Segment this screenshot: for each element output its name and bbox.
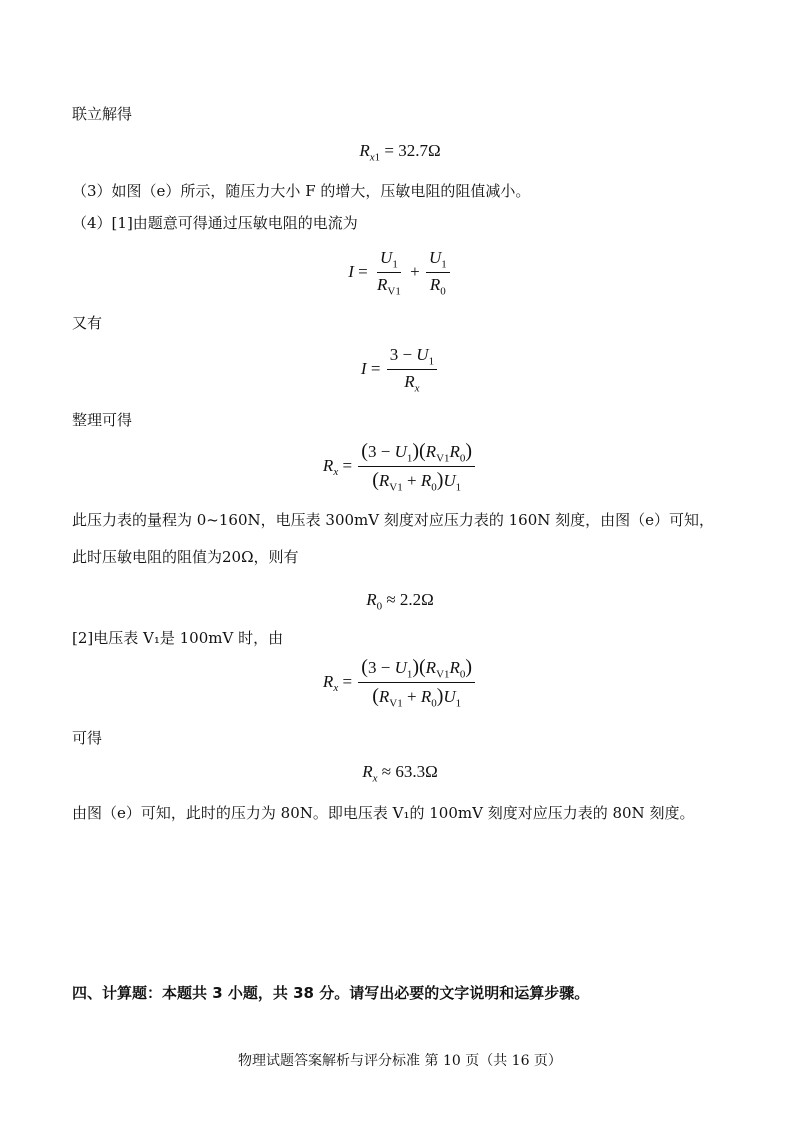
equation-rx: $R_x \approx 63.3\Omega$ [362,762,438,785]
text-line-8: 此时压敏电阻的阻值为20Ω，则有 [72,548,299,566]
equation-current-1: I = $\frac{U_1}{R_{V1}}$ + $\frac{U_1}{R_0}$ [0,248,800,298]
equation-rx1-value: = 32.7Ω [384,141,441,160]
section-heading: 四、计算题：本题共 3 小题，共 38 分。请写出必要的文字说明和运算步骤。 [72,984,590,1002]
equation-r0: $R_0 \approx 2.2\Omega$ [366,590,434,613]
equation-current-2: I = $\frac{3 - U_1}{R_x}$ [0,345,800,395]
text-line-4: （4）[1]由题意可得通过压敏电阻的电流为 [72,214,358,232]
text-line-7: 此压力表的量程为 0~160N，电压表 300mV 刻度对应压力表的 160N 刻度，由图（e）可知， [72,511,715,529]
page-footer: 物理试题答案解析与评分标准 第 10 页（共 16 页） [238,1053,562,1069]
text-line-9: [2]电压表 V₁是 100mV 时，由 [72,629,284,647]
text-line-5: 又有 [72,314,103,332]
text-line-1: 联立解得 [72,105,133,123]
equation-rx-formula-2: $R_x$ = $\frac{(3 - U_1)(R_{V1}R_0)}{(R_{V1} + R_0)U_1}$ [0,656,800,710]
text-line-10: 可得 [72,729,103,747]
equation-rx-formula-1: $R_x$ = $\frac{(3 - U_1)(R_{V1}R_0)}{(R_{V1} + R_0)U_1}$ [0,440,800,494]
equation-rx1: $R_{x1} = 32.7\Omega$ [359,141,441,164]
equation-rx-value: ≈ 63.3Ω [381,762,438,781]
equation-r0-value: ≈ 2.2Ω [386,590,434,609]
text-line-3: （3）如图（e）所示，随压力大小 F 的增大，压敏电阻的阻值减小。 [72,182,531,200]
text-line-6: 整理可得 [72,411,133,429]
text-line-11: 由图（e）可知，此时的压力为 80N。即电压表 V₁的 100mV 刻度对应压力表的 80N 刻度。 [72,804,695,822]
